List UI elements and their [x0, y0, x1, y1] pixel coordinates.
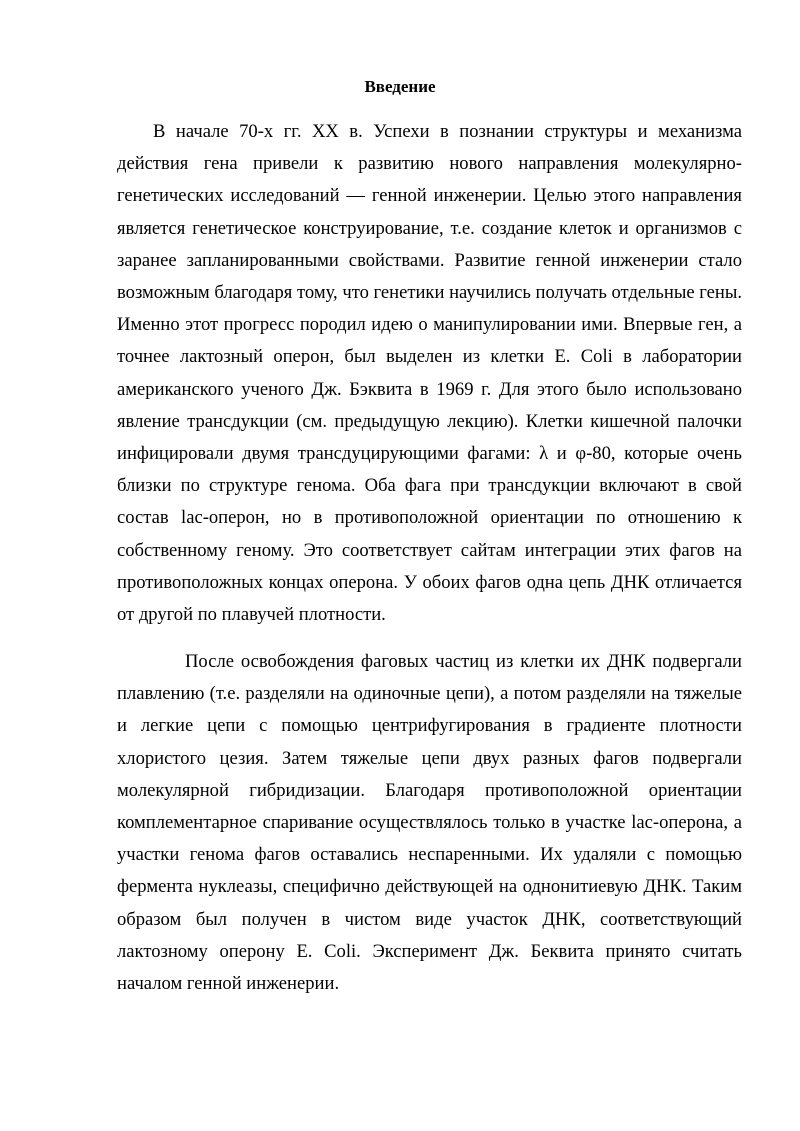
document-title: Введение	[364, 77, 436, 96]
paragraph-experiment: После освобождения фаговых частиц из клетки их ДНК подвергали плавлению (т.е. разделяли на одиночные цепи), а потом разделяли на тяжелые и легкие цепи с помощью центрифугирования в градиенте плотности хлористого цезия. Затем тяжелые цепи двух разных фагов подвергали молекулярной гибридизации. Благодаря противоположной ориентации комплементарное спаривание осуществлялось только в участке lac-оперона, а участки генома фагов оставались неспаренными. Их удаляли с помощью фермента нуклеазы, специфично действующей на однонитиевую ДНК. Таким образом был получен в чистом виде участок ДНК, соответствующий лактозному оперону E. Coli. Эксперимент Дж. Беквита принято считать началом генной инженерии.	[117, 651, 742, 995]
paragraph-introduction: В начале 70-х гг. XX в. Успехи в познании структуры и механизма действия гена привели к развитию нового направления молекулярно-генетических исследований — генной инженерии. Целью этого направления является генетическое конструирование, т.е. создание клеток и организмов с заранее запланированными свойствами. Развитие генной инженерии стало возможным благодаря тому, что генетики научились получать отдельные гены. Именно этот прогресс породил идею о манипулировании ими. Впервые ген, а точнее лактозный оперон, был выделен из клетки E. Coli в лаборатории американского ученого Дж. Бэквита в 1969 г. Для этого было использовано явление трансдукции (см. предыдущую лекцию). Клетки кишечной палочки инфицировали двумя трансдуцирующими фагами: λ и φ-80, которые очень близки по структуре генома. Оба фага при трансдукции включают в свой состав lac-оперон, но в противоположной ориентации по отношению к собственному геному. Это соответствует сайтам интеграции этих фагов на противоположных концах оперона. У обоих фагов одна цепь ДНК отличается от другой по плавучей плотности.	[117, 121, 742, 626]
